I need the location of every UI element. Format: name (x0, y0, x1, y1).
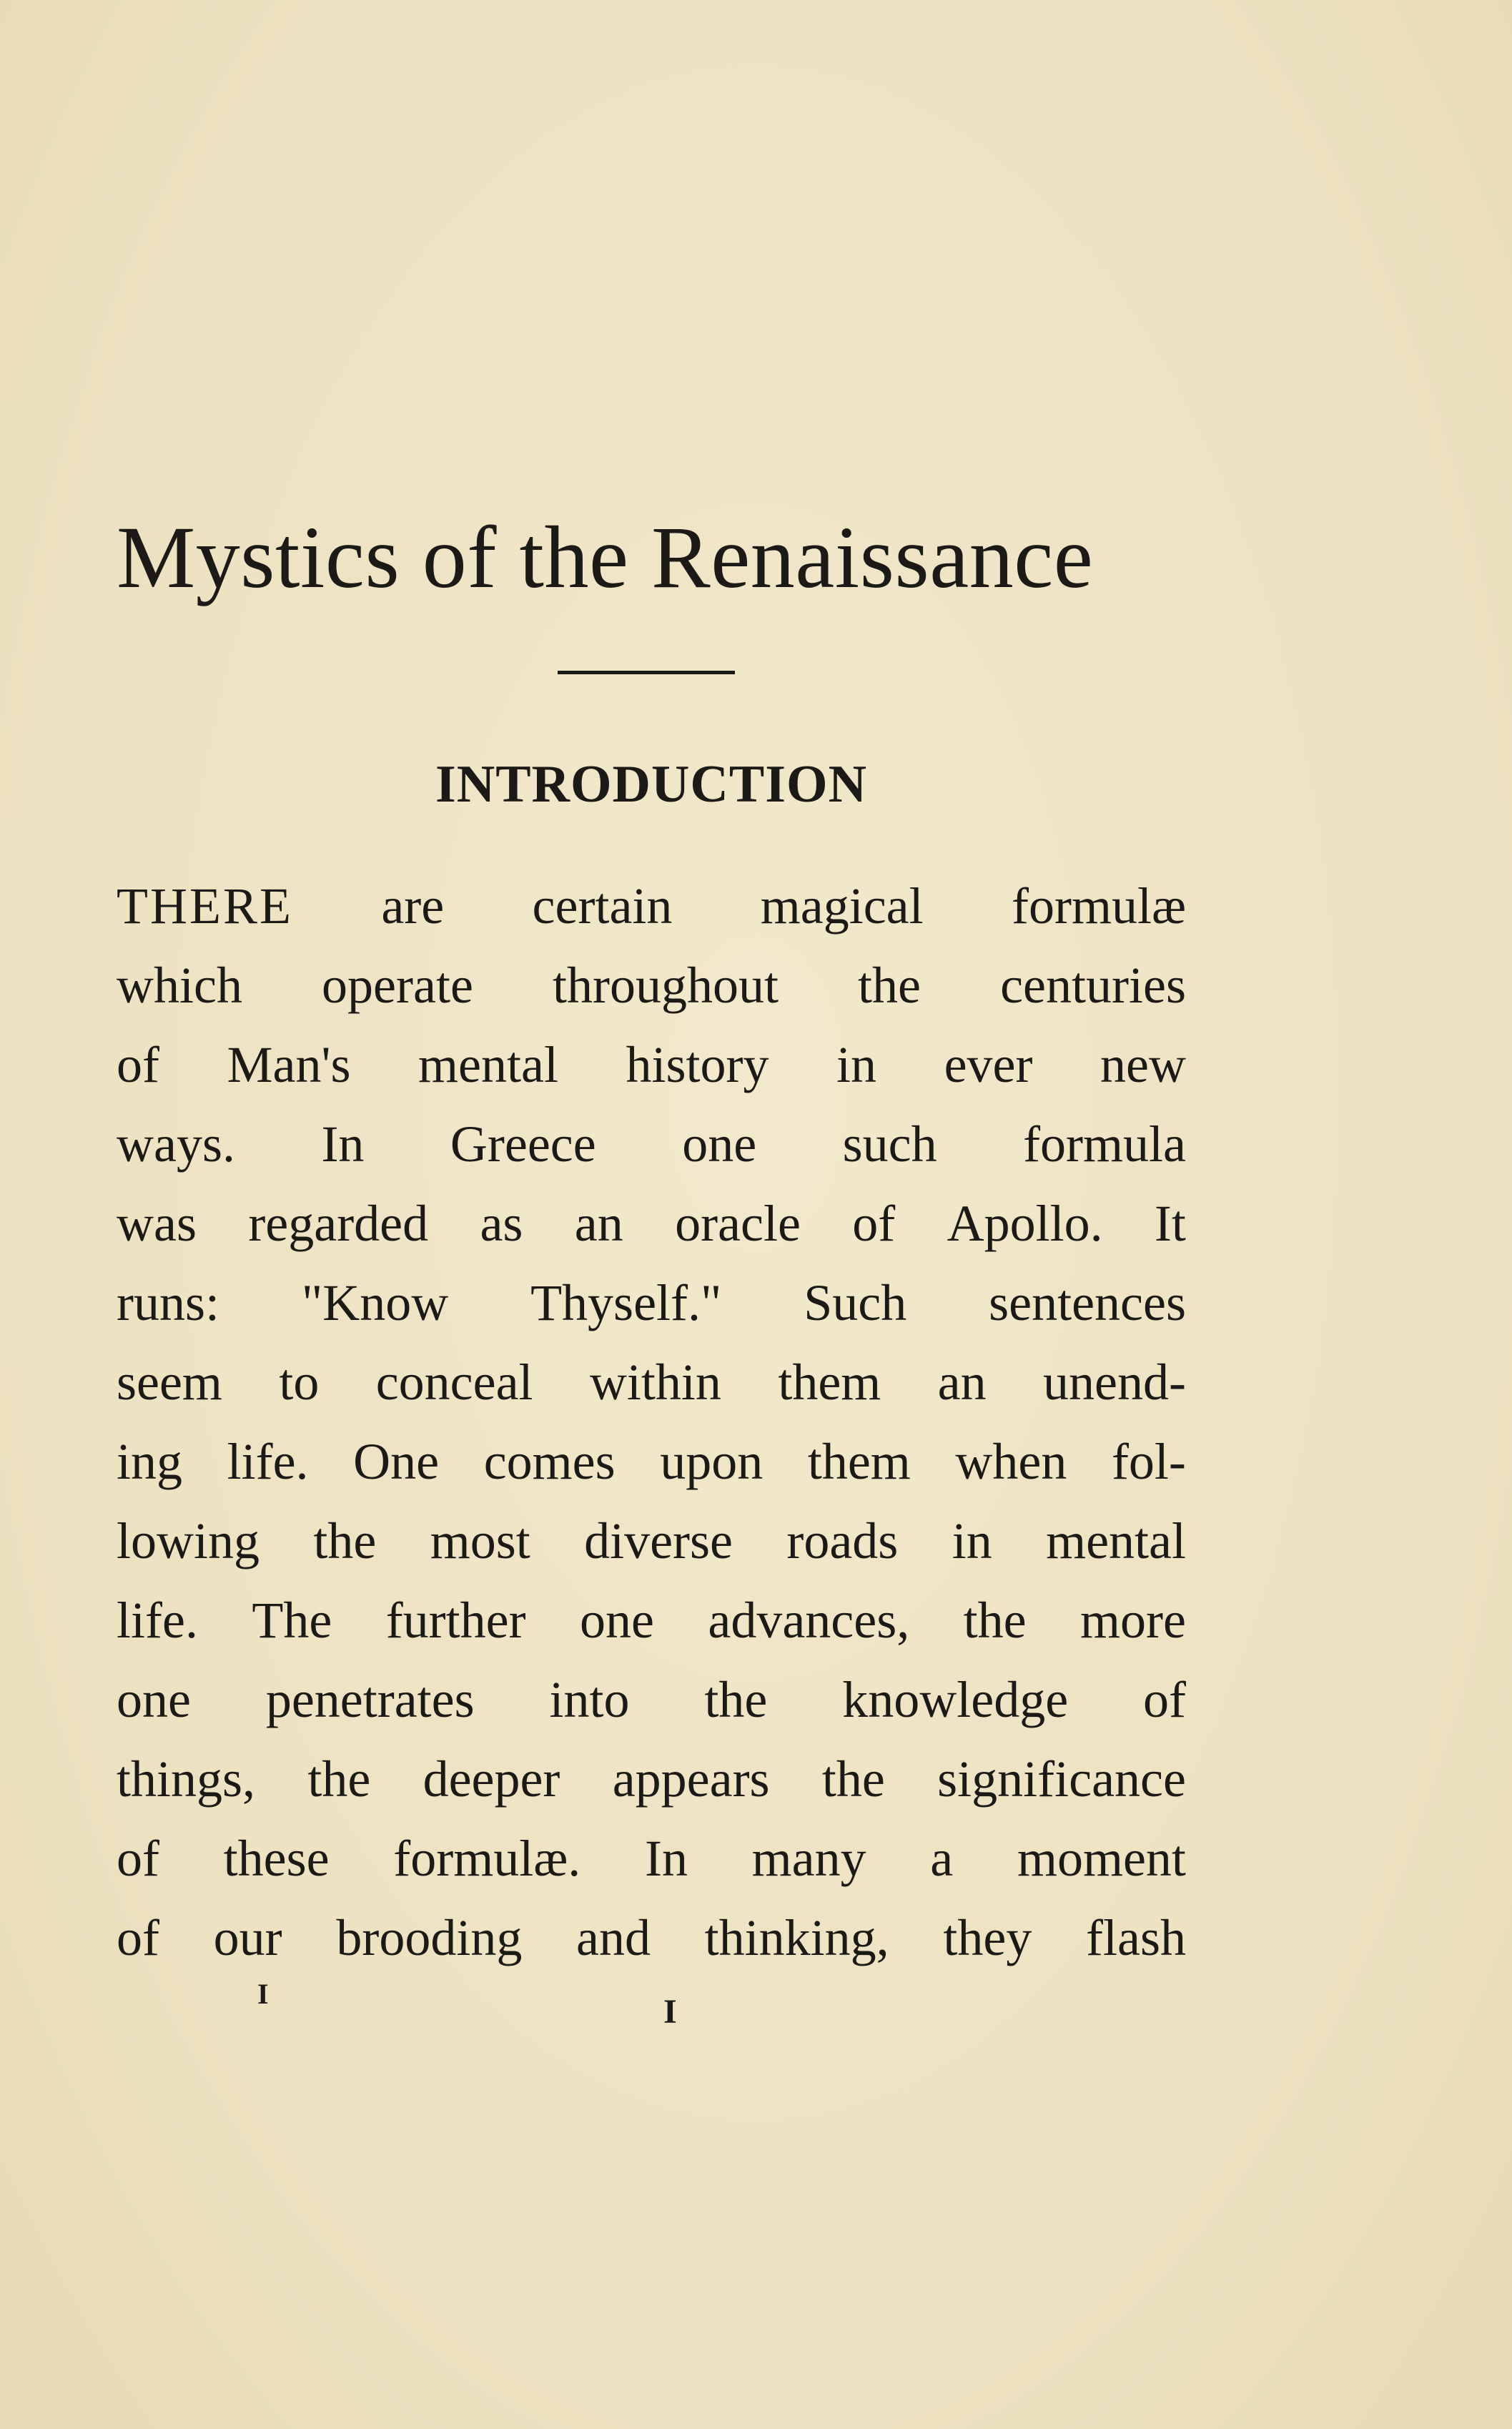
word: conceal (375, 1354, 533, 1411)
word: In (321, 1115, 365, 1173)
word: moment (1017, 1830, 1186, 1887)
word: of (1143, 1671, 1186, 1728)
word: Thyself." (530, 1274, 722, 1331)
word: one (580, 1592, 654, 1649)
word: the (821, 1750, 885, 1808)
word: to (279, 1354, 320, 1411)
word: of (852, 1195, 896, 1252)
page-title: Mystics of the Renaissance (117, 508, 1094, 606)
text-line (117, 946, 1186, 1025)
drop-word: THERE (117, 877, 293, 935)
word: one (117, 1671, 191, 1728)
word: in (952, 1512, 992, 1570)
word: brooding (336, 1909, 523, 1966)
text-line (117, 1660, 1186, 1740)
word: of (117, 1036, 159, 1093)
word: ing (117, 1433, 183, 1490)
word: appears (612, 1750, 770, 1808)
word: more (1080, 1592, 1186, 1649)
word: unend- (1043, 1354, 1186, 1411)
word: operate (322, 957, 473, 1014)
word: knowledge (842, 1671, 1069, 1728)
word: one (682, 1115, 757, 1173)
word: lowing (117, 1512, 260, 1570)
signature-mark: I (257, 1978, 269, 2010)
word: Such (804, 1274, 907, 1331)
word: when (955, 1433, 1067, 1490)
text-line (117, 1263, 1186, 1343)
word: of (117, 1909, 159, 1966)
word: mental (1046, 1512, 1186, 1570)
word: the (858, 957, 921, 1014)
page-number: I (663, 1993, 677, 2031)
text-line (117, 1898, 1186, 1978)
text-line (117, 1184, 1186, 1263)
text-line (117, 867, 1186, 946)
word: within (589, 1354, 721, 1411)
word: formulæ (1011, 877, 1186, 935)
word: they (943, 1909, 1032, 1966)
word: which (117, 957, 242, 1014)
title-rule (558, 671, 735, 674)
word: runs: (117, 1274, 219, 1331)
word: them (807, 1433, 911, 1490)
word: the (704, 1671, 768, 1728)
text-line (117, 1422, 1186, 1502)
word: in (836, 1036, 877, 1093)
word: ways. (117, 1115, 235, 1173)
text-line (117, 1819, 1186, 1898)
word: an (937, 1354, 987, 1411)
word: life. (227, 1433, 309, 1490)
word: It (1154, 1195, 1186, 1252)
word: new (1100, 1036, 1186, 1093)
word: mental (418, 1036, 558, 1093)
word: In (644, 1830, 688, 1887)
word: ever (944, 1036, 1033, 1093)
word: regarded (248, 1195, 429, 1252)
word: comes (483, 1433, 616, 1490)
word: of (117, 1830, 159, 1887)
word: these (223, 1830, 330, 1887)
word: and (576, 1909, 651, 1966)
word: was (117, 1195, 197, 1252)
word: Apollo. (947, 1195, 1103, 1252)
word: upon (660, 1433, 764, 1490)
word: oracle (675, 1195, 801, 1252)
word: the (963, 1592, 1027, 1649)
word: The (252, 1592, 332, 1649)
word: them (778, 1354, 881, 1411)
word: the (307, 1750, 371, 1808)
section-heading: INTRODUCTION (435, 755, 868, 814)
word: history (626, 1036, 769, 1093)
word: further (385, 1592, 526, 1649)
word: are (381, 877, 445, 935)
word: significance (937, 1750, 1186, 1808)
word: our (213, 1909, 282, 1966)
word: an (574, 1195, 623, 1252)
word: flash (1086, 1909, 1186, 1966)
word: advances, (708, 1592, 910, 1649)
word: Man's (227, 1036, 351, 1093)
word: certain (532, 877, 673, 935)
text-line (117, 1343, 1186, 1422)
text-line (117, 1581, 1186, 1660)
word: One (353, 1433, 440, 1490)
word: such (842, 1115, 937, 1173)
word: seem (117, 1354, 222, 1411)
word: into (549, 1671, 630, 1728)
body-text (117, 867, 1186, 1978)
word: deeper (423, 1750, 560, 1808)
word: throughout (552, 957, 779, 1014)
word: many (751, 1830, 866, 1887)
text-line (117, 1740, 1186, 1819)
word: things, (117, 1750, 256, 1808)
text-line (117, 1502, 1186, 1581)
word: "Know (301, 1274, 449, 1331)
word: centuries (1000, 957, 1186, 1014)
word: a (930, 1830, 954, 1887)
word: thinking, (704, 1909, 889, 1966)
word: Greece (450, 1115, 596, 1173)
word: roads (786, 1512, 899, 1570)
word: most (430, 1512, 530, 1570)
word: diverse (584, 1512, 733, 1570)
word: formulæ. (393, 1830, 581, 1887)
word: penetrates (265, 1671, 475, 1728)
word: fol- (1111, 1433, 1186, 1490)
word: the (313, 1512, 377, 1570)
word: sentences (989, 1274, 1186, 1331)
text-line (117, 1025, 1186, 1105)
text-line (117, 1105, 1186, 1184)
word: magical (760, 877, 924, 935)
word: formula (1023, 1115, 1186, 1173)
word: as (480, 1195, 523, 1252)
word: life. (117, 1592, 198, 1649)
